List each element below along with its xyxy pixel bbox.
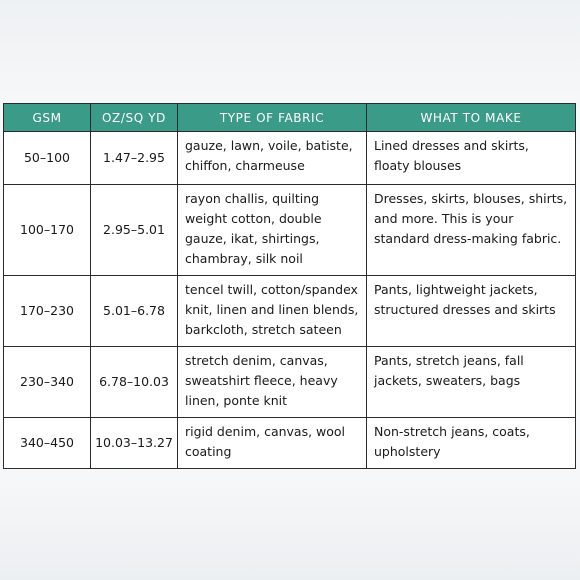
table-header-row [4, 104, 576, 132]
cell-make: Pants, lightweight jackets, structured dresses and skirts [367, 276, 576, 347]
cell-fabric: tencel twill, cotton/spandex knit, linen and linen blends, barkcloth, stretch sateen [178, 276, 367, 347]
cell-oz: 1.47–2.95 [91, 132, 178, 185]
cell-make: Dresses, skirts, blouses, shirts, and more. This is your standard dress-making fabric. [367, 185, 576, 276]
table-row [4, 418, 576, 469]
cell-oz: 6.78–10.03 [91, 347, 178, 418]
header-type-of-fabric: TYPE OF FABRIC [178, 104, 367, 132]
cell-fabric: stretch denim, canvas, sweatshirt fleece, heavy linen, ponte knit [178, 347, 367, 418]
fabric-weight-table [3, 103, 576, 469]
cell-fabric: gauze, lawn, voile, batiste, chiffon, charmeuse [178, 132, 367, 185]
cell-gsm: 100–170 [4, 185, 91, 276]
cell-fabric: rigid denim, canvas, wool coating [178, 418, 367, 469]
header-oz-per-sq-yd: OZ/SQ YD [91, 104, 178, 132]
cell-gsm: 340–450 [4, 418, 91, 469]
cell-oz: 10.03–13.27 [91, 418, 178, 469]
cell-oz: 5.01–6.78 [91, 276, 178, 347]
cell-make: Pants, stretch jeans, fall jackets, sweaters, bags [367, 347, 576, 418]
table-row [4, 185, 576, 276]
fabric-weight-table-container [3, 103, 575, 469]
cell-gsm: 50–100 [4, 132, 91, 185]
table-row [4, 347, 576, 418]
table-row [4, 276, 576, 347]
cell-oz: 2.95–5.01 [91, 185, 178, 276]
cell-make: Lined dresses and skirts, floaty blouses [367, 132, 576, 185]
table-row [4, 132, 576, 185]
cell-fabric: rayon challis, quilting weight cotton, double gauze, ikat, shirtings, chambray, silk noil [178, 185, 367, 276]
header-gsm: GSM [4, 104, 91, 132]
header-what-to-make: WHAT TO MAKE [367, 104, 576, 132]
cell-gsm: 230–340 [4, 347, 91, 418]
cell-make: Non-stretch jeans, coats, upholstery [367, 418, 576, 469]
cell-gsm: 170–230 [4, 276, 91, 347]
